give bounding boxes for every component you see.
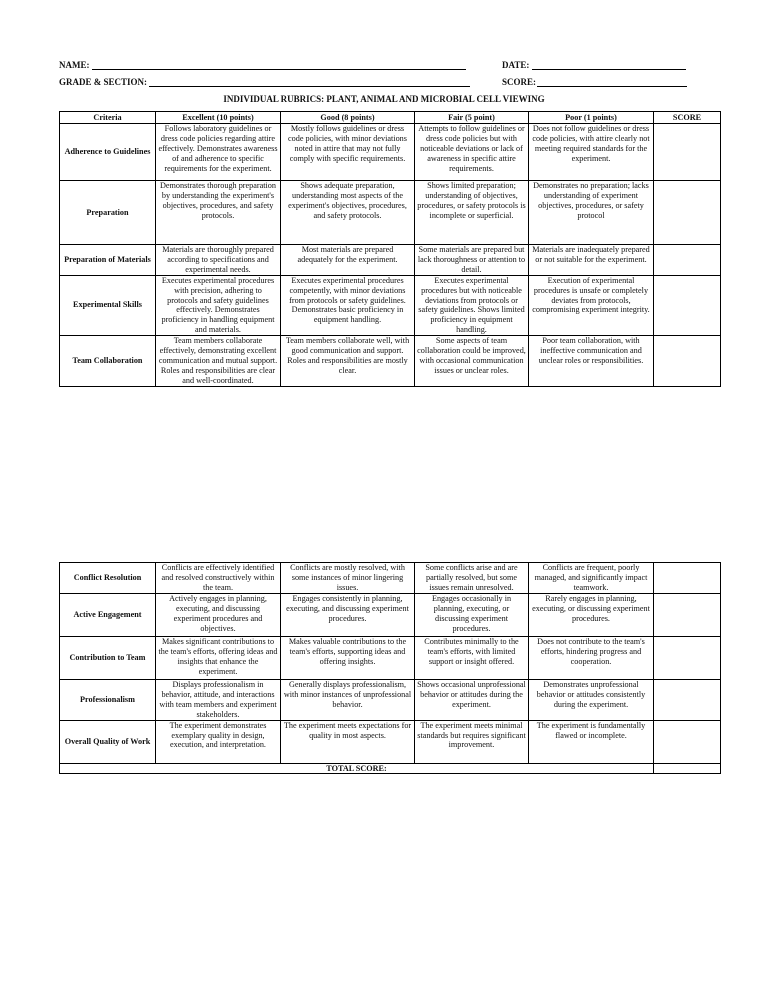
column-header-excellent: Excellent (10 points) [156,112,281,124]
score-cell[interactable] [654,720,721,763]
fair-cell: Contributes minimally to the team's efforts, with limited support or insight offered. [415,637,529,680]
score-cell[interactable] [654,275,721,335]
table-row [60,637,721,680]
score-cell[interactable] [654,336,721,387]
good-cell: Engages consistently in planning, executing, and discussing experiment procedures. [281,594,415,637]
fair-cell: Some materials are prepared but lack thoroughness or attention to detail. [415,245,529,276]
good-cell: Shows adequate preparation, understanding most aspects of the experiment's objectives, procedures, and safety protocols. [281,181,415,245]
poor-cell: Rarely engages in planning, executing, or discussing experiment procedures. [529,594,654,637]
poor-cell: Conflicts are frequent, poorly managed, and significantly impact teamwork. [529,563,654,594]
criteria-cell: Conflict Resolution [60,563,156,594]
fair-cell: Engages occasionally in planning, executing, or discussing experiment procedures. [415,594,529,637]
table-row [60,563,721,594]
excellent-cell: The experiment demonstrates exemplary quality in design, execution, and interpretation. [156,720,281,763]
criteria-cell: Team Collaboration [60,336,156,387]
criteria-cell: Active Engagement [60,594,156,637]
excellent-cell: Conflicts are effectively identified and resolved constructively within the team. [156,563,281,594]
score-cell[interactable] [654,637,721,680]
good-cell: The experiment meets expectations for quality in most aspects. [281,720,415,763]
column-header-score: SCORE [654,112,721,124]
table-row [60,124,721,181]
fair-cell: Attempts to follow guidelines or dress code policies but with noticeable deviations or lack of awareness in specific attire requirements. [415,124,529,181]
criteria-cell: Overall Quality of Work [60,720,156,763]
fair-cell: Some aspects of team collaboration could be improved, with occasional communication issues or unclear roles. [415,336,529,387]
column-header-criteria: Criteria [60,112,156,124]
table-row [60,680,721,721]
score-cell[interactable] [654,124,721,181]
score-cell[interactable] [654,181,721,245]
column-header-poor: Poor (1 points) [529,112,654,124]
good-cell: Generally displays professionalism, with minor instances of unprofessional behavior. [281,680,415,721]
score-cell[interactable] [654,594,721,637]
column-header-good: Good (8 points) [281,112,415,124]
rubric-title: INDIVIDUAL RUBRICS: PLANT, ANIMAL AND MICROBIAL CELL VIEWING [223,94,545,104]
excellent-cell: Actively engages in planning, executing, and discussing experiment procedures and objectives. [156,594,281,637]
poor-cell: Materials are inadequately prepared or not suitable for the experiment. [529,245,654,276]
grade-section-field[interactable] [149,86,470,87]
name-label: NAME: [59,60,90,70]
excellent-cell: Follows laboratory guidelines or dress code policies regarding attire effectively. Demonstrates awareness of and adherence to specific requirements for the experiment. [156,124,281,181]
total-score-cell[interactable] [654,763,721,773]
score-cell[interactable] [654,680,721,721]
poor-cell: Demonstrates no preparation; lacks understanding of experiment objectives, procedures, or safety protocol [529,181,654,245]
excellent-cell: Makes significant contributions to the team's efforts, offering ideas and insights that enhance the experiment. [156,637,281,680]
table-row [60,245,721,276]
good-cell: Most materials are prepared adequately for the experiment. [281,245,415,276]
rubric-table-1 [59,111,721,387]
fair-cell: Executes experimental procedures but with noticeable deviations from protocols or safety guidelines. Shows limited proficiency in equipment handling. [415,275,529,335]
criteria-cell: Contribution to Team [60,637,156,680]
total-score-row [60,763,721,773]
fair-cell: The experiment meets minimal standards but requires significant improvement. [415,720,529,763]
good-cell: Makes valuable contributions to the team's efforts, supporting ideas and offering insights. [281,637,415,680]
criteria-cell: Experimental Skills [60,275,156,335]
criteria-cell: Preparation [60,181,156,245]
poor-cell: Does not contribute to the team's efforts, hindering progress and cooperation. [529,637,654,680]
good-cell: Team members collaborate well, with good communication and support. Roles and responsibilities are mostly clear. [281,336,415,387]
table-row [60,336,721,387]
column-header-fair: Fair (5 point) [415,112,529,124]
table-row [60,720,721,763]
poor-cell: Does not follow guidelines or dress code policies, with attire clearly not meeting required standards for the experiment. [529,124,654,181]
good-cell: Mostly follows guidelines or dress code policies, with minor deviations noted in attire that may not fully comply with specific requirements. [281,124,415,181]
criteria-cell: Adherence to Guidelines [60,124,156,181]
date-field[interactable] [532,69,686,70]
excellent-cell: Demonstrates thorough preparation by understanding the experiment's objectives, procedures, and safety protocols. [156,181,281,245]
score-cell[interactable] [654,245,721,276]
score-cell[interactable] [654,563,721,594]
table-header-row [60,112,721,124]
poor-cell: Poor team collaboration, with ineffective communication and unclear roles or responsibilities. [529,336,654,387]
excellent-cell: Materials are thoroughly prepared according to specifications and experimental needs. [156,245,281,276]
good-cell: Conflicts are mostly resolved, with some instances of minor lingering issues. [281,563,415,594]
poor-cell: Execution of experimental procedures is unsafe or completely deviates from protocols, compromising experiment integrity. [529,275,654,335]
table-row [60,594,721,637]
fair-cell: Some conflicts arise and are partially resolved, but some issues remain unresolved. [415,563,529,594]
poor-cell: Demonstrates unprofessional behavior or attitudes consistently during the experiment. [529,680,654,721]
table-row [60,275,721,335]
total-score-label: TOTAL SCORE: [60,763,654,773]
good-cell: Executes experimental procedures competently, with minor deviations from protocols or safety guidelines. Demonstrates basic proficiency in equipment handling. [281,275,415,335]
poor-cell: The experiment is fundamentally flawed or incomplete. [529,720,654,763]
excellent-cell: Displays professionalism in behavior, attitude, and interactions with team members and experiment stakeholders. [156,680,281,721]
score-field[interactable] [537,86,687,87]
excellent-cell: Team members collaborate effectively, demonstrating excellent communication and mutual support. Roles and responsibilities are clear and well-coordinated. [156,336,281,387]
criteria-cell: Preparation of Materials [60,245,156,276]
date-label: DATE: [502,60,530,70]
table-row [60,181,721,245]
criteria-cell: Professionalism [60,680,156,721]
fair-cell: Shows limited preparation; understanding of objectives, procedures, or safety protocols is incomplete or superficial. [415,181,529,245]
excellent-cell: Executes experimental procedures with precision, adhering to protocols and safety guidelines effectively. Demonstrates proficiency in handling equipment and materials. [156,275,281,335]
rubric-table-2 [59,562,721,774]
score-label: SCORE: [502,77,537,87]
grade-section-label: GRADE & SECTION: [59,77,148,87]
name-field[interactable] [92,69,466,70]
fair-cell: Shows occasional unprofessional behavior or attitudes during the experiment. [415,680,529,721]
